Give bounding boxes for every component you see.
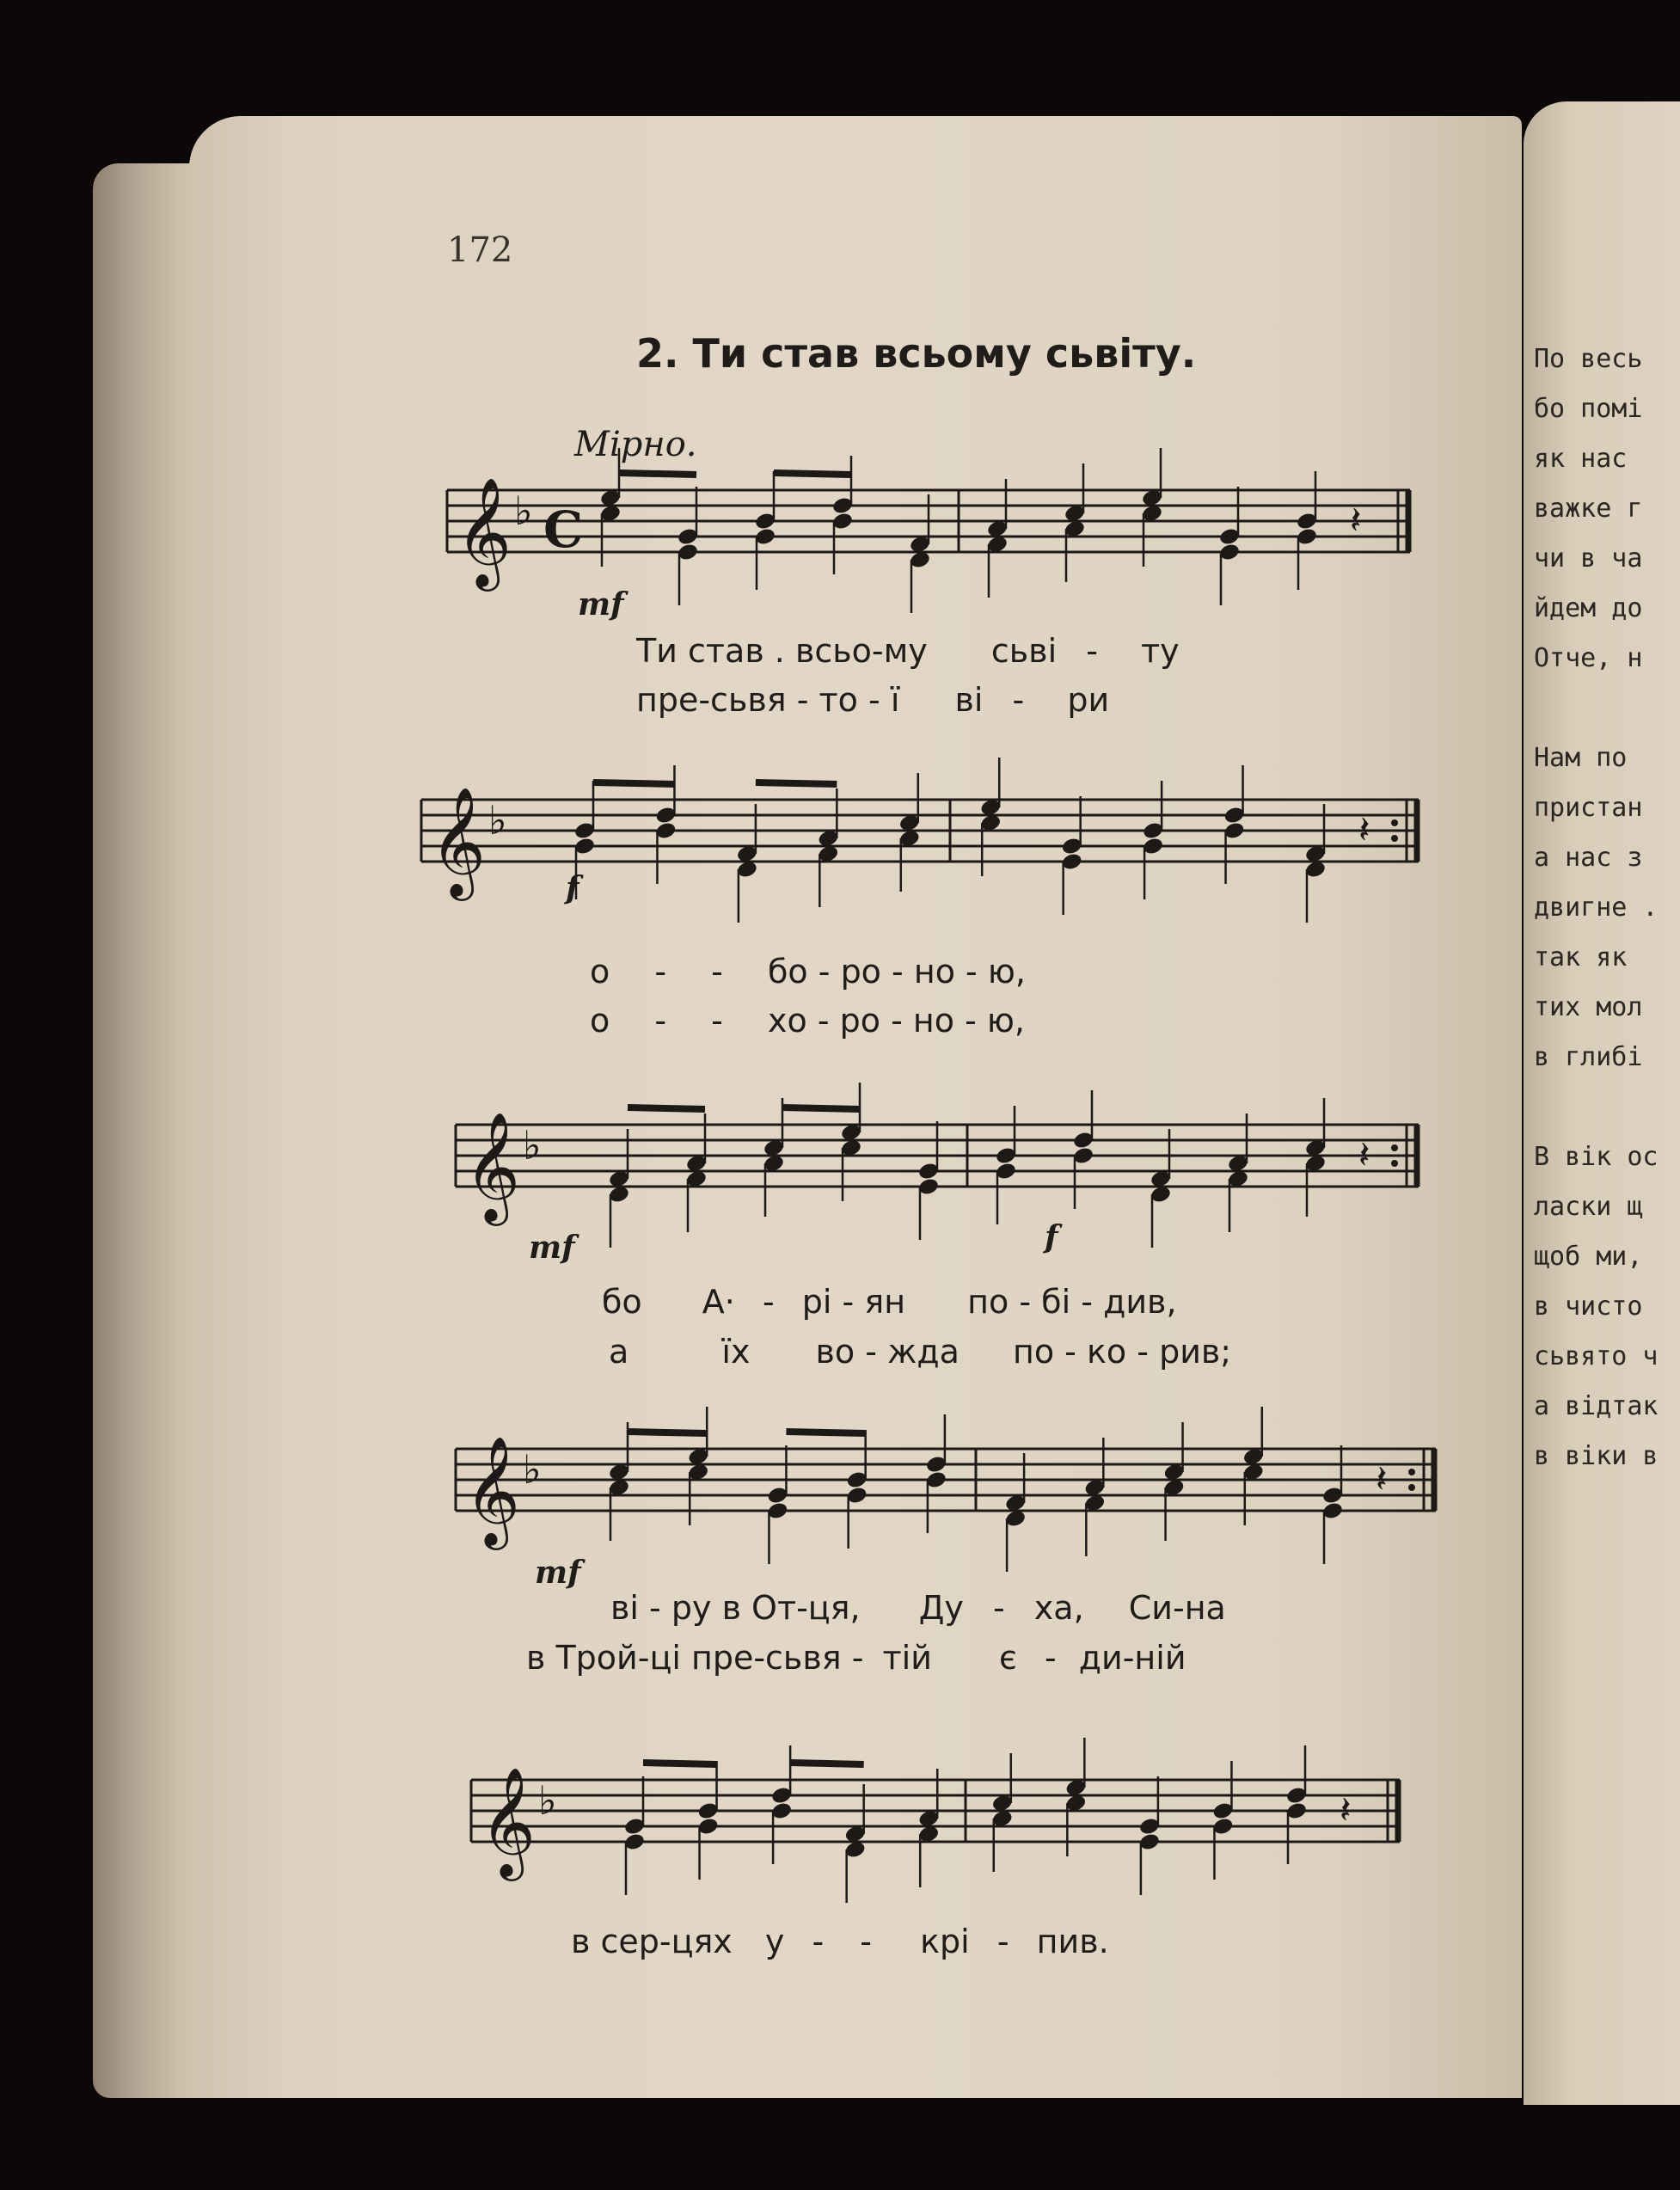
lyric-syllable: ї [890, 681, 900, 719]
lyric-syllable: є [998, 1639, 1017, 1677]
dynamic-marking: f [566, 870, 579, 906]
lyric-syllable: рі [801, 1283, 832, 1321]
treble-clef-icon: 𝄞 [464, 1111, 521, 1221]
right-page-line: йдем до [1534, 593, 1643, 623]
lyric-syllable: бо [602, 1283, 642, 1321]
note-beam [774, 473, 851, 475]
right-page-line: а нас з [1534, 843, 1643, 873]
treble-clef-icon: 𝄞 [456, 476, 512, 586]
lyric-syllable: - [812, 1923, 825, 1960]
right-page-line: в глибі [1534, 1042, 1643, 1072]
note-beam [756, 782, 837, 784]
lyric-syllable: о [590, 1002, 610, 1040]
right-page-line: Отче, н [1534, 643, 1643, 673]
lyric-syllable: А· [702, 1283, 735, 1321]
lyric-syllable: пре-сьвя [690, 1639, 842, 1677]
lyric-syllable: Ду [918, 1589, 964, 1627]
right-page-line: чи в ча [1534, 543, 1643, 574]
lyric-syllable: - [992, 1589, 1005, 1627]
lyric-syllable: - [851, 1639, 864, 1677]
lyric-syllable: тій [882, 1639, 932, 1677]
lyric-syllable: ро [839, 1002, 880, 1040]
treble-clef-icon: 𝄞 [464, 1435, 521, 1545]
lyric-syllable: ха, [1033, 1589, 1084, 1627]
lyric-syllable: ю, [986, 1002, 1025, 1040]
repeat-dot [1391, 1160, 1398, 1167]
lyric-syllable: крі [920, 1923, 970, 1960]
lyric-syllable: ри [1067, 681, 1110, 719]
lyric-syllable: - [1137, 1333, 1149, 1371]
note-beam [619, 473, 696, 475]
lyric-line-s5-v1 [571, 1923, 1109, 1960]
dynamic-marking: mf [578, 586, 624, 623]
right-page-line: щоб ми, [1534, 1242, 1643, 1272]
time-signature-icon: C [543, 500, 584, 559]
note-beam [790, 1763, 864, 1764]
lyric-syllable: - [711, 953, 723, 991]
lyric-syllable: - [1012, 681, 1025, 719]
lyric-syllable: - [762, 1283, 775, 1321]
right-page-line: сьвято ч [1534, 1341, 1659, 1371]
lyric-syllable: рив; [1159, 1333, 1232, 1371]
right-page-line: в віки в [1534, 1441, 1659, 1471]
lyric-line-s1-v1 [636, 632, 1180, 670]
right-page-line: Нам по [1534, 743, 1628, 773]
lyric-syllable: - [711, 1002, 723, 1040]
right-page-line: важке г [1534, 494, 1643, 524]
lyric-syllable: - [817, 1002, 830, 1040]
lyric-syllable: - [860, 1923, 873, 1960]
lyric-syllable: бо [767, 953, 808, 991]
lyric-line-s2-v1 [590, 953, 1026, 991]
lyric-syllable: - [842, 1283, 855, 1321]
lyric-syllable: - [654, 953, 667, 991]
music-staff-system-4 [456, 1423, 1453, 1586]
repeat-dot [1391, 1144, 1398, 1151]
music-staff-system-5 [471, 1754, 1417, 1917]
lyric-syllable: всьо-му [794, 632, 928, 670]
dynamic-marking: f [1045, 1219, 1058, 1255]
lyric-syllable: - [818, 953, 831, 991]
lyric-line-s3-v2 [609, 1333, 1231, 1371]
note-beam [786, 1432, 865, 1433]
repeat-dot [1408, 1484, 1415, 1491]
tempo-marking: Мірно. [574, 425, 697, 464]
lyric-syllable: - [892, 953, 904, 991]
lyric-syllable: - [1081, 1283, 1093, 1321]
music-staff-system-2 [421, 774, 1436, 937]
flat-sign-icon: ♭ [538, 1777, 557, 1824]
note-beam [593, 782, 674, 784]
lyric-syllable: в Трой-ці [526, 1639, 681, 1677]
lyric-syllable: по [1012, 1333, 1055, 1371]
flat-sign-icon: ♭ [523, 1122, 542, 1169]
lyric-syllable: - [1064, 1333, 1076, 1371]
quarter-rest-icon: 𝄽 [1340, 1788, 1352, 1832]
music-staff-system-3 [456, 1099, 1436, 1262]
lyric-syllable: - [1044, 1639, 1057, 1677]
lyric-syllable: - [966, 953, 978, 991]
right-page-line: так як [1534, 942, 1628, 972]
flat-sign-icon: ♭ [488, 797, 507, 843]
dynamic-marking: mf [535, 1555, 581, 1591]
lyric-syllable: ві [954, 681, 984, 719]
quarter-rest-icon: 𝄽 [1358, 808, 1370, 852]
lyric-syllable: у [764, 1923, 785, 1960]
page-number: 172 [447, 230, 513, 270]
lyric-syllable: хо [767, 1002, 807, 1040]
song-title: 2. Ти став всьому сьвіту. [636, 330, 1197, 377]
note-beam [643, 1763, 717, 1764]
lyric-syllable: но [912, 1002, 954, 1040]
lyric-syllable: - [868, 681, 880, 719]
lyric-syllable: то [819, 681, 858, 719]
lyric-syllable: Си-на [1128, 1589, 1226, 1627]
note-beam [628, 1107, 705, 1109]
right-page-line: в чисто [1534, 1291, 1643, 1322]
lyric-line-s4-v2 [526, 1639, 1186, 1677]
right-page-line: як нас [1534, 444, 1628, 474]
lyric-syllable: жда [887, 1333, 960, 1371]
repeat-dot [1408, 1469, 1415, 1475]
lyric-syllable: ян [864, 1283, 906, 1321]
lyric-syllable: - [891, 1002, 903, 1040]
lyric-syllable: во [815, 1333, 855, 1371]
lyric-syllable: а [609, 1333, 629, 1371]
flat-sign-icon: ♭ [514, 488, 533, 534]
right-page-line: ласки щ [1534, 1192, 1643, 1222]
lyric-syllable: в От-ця, [721, 1589, 861, 1627]
right-page-line: тих мол [1534, 992, 1643, 1022]
lyric-syllable: сьві [990, 632, 1058, 670]
lyric-syllable: по [967, 1283, 1009, 1321]
lyric-syllable: пре-сьвя [636, 681, 787, 719]
treble-clef-icon: 𝄞 [480, 1766, 536, 1876]
lyric-syllable: - [1019, 1283, 1032, 1321]
lyric-line-s3-v1 [602, 1283, 1177, 1321]
lyric-syllable: ві [610, 1589, 639, 1627]
lyric-syllable: в сер-цях [571, 1923, 733, 1960]
note-beam [628, 1432, 707, 1433]
right-page-line: бо помі [1534, 394, 1643, 424]
lyric-syllable: - [865, 1333, 877, 1371]
lyric-syllable: ко [1086, 1333, 1127, 1371]
lyric-syllable: - [649, 1589, 661, 1627]
lyric-syllable: пив. [1036, 1923, 1109, 1960]
lyric-syllable: ру [671, 1589, 712, 1627]
dynamic-marking: mf [529, 1230, 575, 1266]
repeat-dot [1391, 835, 1398, 842]
lyric-syllable: о [590, 953, 610, 991]
lyric-syllable: ту [1141, 632, 1180, 670]
repeat-dot [1391, 819, 1398, 826]
lyric-syllable: - [1086, 632, 1098, 670]
quarter-rest-icon: 𝄽 [1350, 499, 1362, 543]
treble-clef-icon: 𝄞 [430, 786, 487, 896]
lyric-syllable: но [913, 953, 955, 991]
note-beam [782, 1107, 860, 1109]
lyric-line-s1-v2 [636, 681, 1109, 719]
quarter-rest-icon: 𝄽 [1358, 1133, 1370, 1177]
lyric-syllable: ро [840, 953, 881, 991]
flat-sign-icon: ♭ [523, 1446, 542, 1493]
lyric-syllable: - [654, 1002, 667, 1040]
lyric-line-s2-v2 [590, 1002, 1025, 1040]
lyric-syllable: бі [1041, 1283, 1071, 1321]
right-page-line: По весь [1534, 344, 1643, 374]
lyric-line-s4-v1 [610, 1589, 1226, 1627]
lyric-syllable: ю, [987, 953, 1026, 991]
right-page-line: а відтак [1534, 1391, 1659, 1421]
lyric-syllable: став . [688, 632, 785, 670]
lyric-syllable: - [796, 681, 809, 719]
lyric-syllable: ди-ній [1078, 1639, 1186, 1677]
right-page-line: пристан [1534, 793, 1643, 823]
lyric-syllable: див, [1103, 1283, 1177, 1321]
lyric-syllable: Ти [636, 632, 678, 670]
lyric-syllable: їх [721, 1333, 751, 1371]
quarter-rest-icon: 𝄽 [1376, 1457, 1388, 1501]
lyric-syllable: - [965, 1002, 977, 1040]
right-page-line: В вік ос [1534, 1142, 1659, 1172]
right-page-line: двигне . [1534, 893, 1659, 923]
lyric-syllable: - [996, 1923, 1009, 1960]
